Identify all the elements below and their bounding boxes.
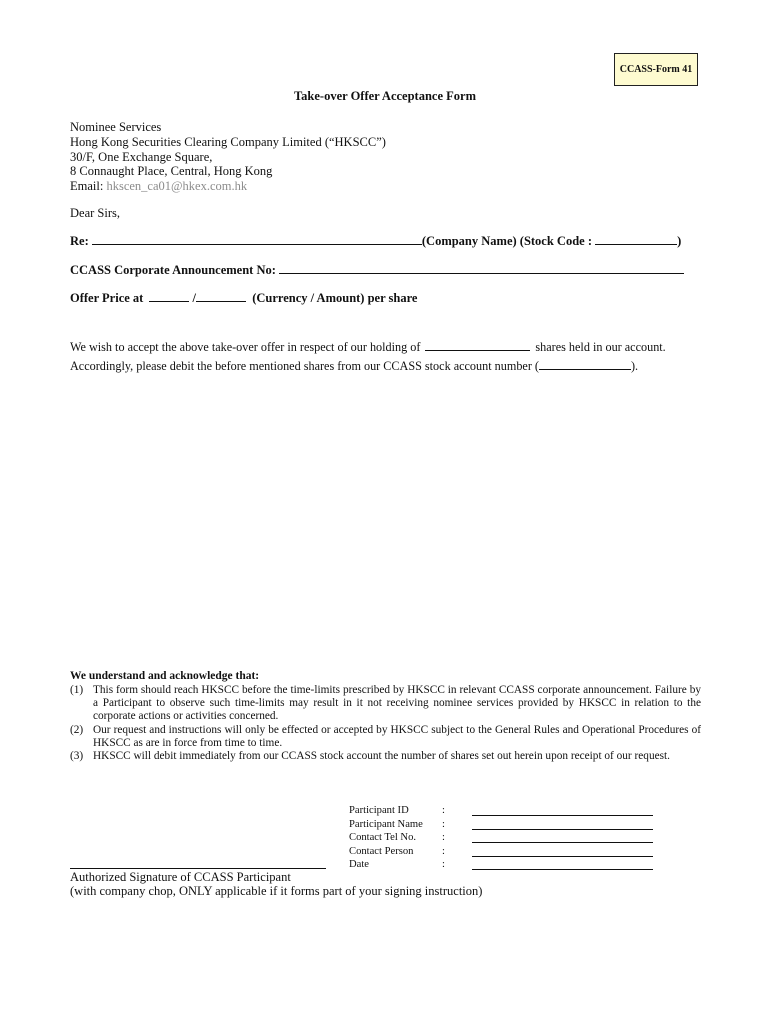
address-line: 8 Connaught Place, Central, Hong Kong	[70, 164, 273, 179]
colon: :	[442, 832, 445, 844]
salutation: Dear Sirs,	[70, 206, 120, 220]
holding-text: We wish to accept the above take-over offer in respect of our holding of	[70, 340, 421, 354]
address-line: Nominee Services	[70, 120, 162, 134]
form-number-badge: CCASS-Form 41	[614, 53, 698, 86]
offer-price-line	[70, 290, 417, 306]
offer-price-label: Offer Price at	[70, 291, 144, 305]
email-label: Email:	[70, 179, 104, 194]
re-line	[70, 233, 695, 249]
participant-name-label: Participant Name	[349, 818, 423, 830]
debit-text: Accordingly, please debit the before mentioned shares from our CCASS stock account number (	[70, 359, 539, 373]
form-title: Take-over Offer Acceptance Form	[293, 89, 476, 103]
contact-person-field[interactable]	[472, 845, 653, 857]
signature-line[interactable]	[70, 868, 326, 869]
date-field[interactable]	[472, 858, 653, 870]
item-number: (1)	[70, 684, 84, 696]
email-line	[70, 179, 386, 194]
contact-tel-row	[349, 831, 653, 845]
stock-code-field[interactable]	[595, 233, 677, 245]
announcement-line	[70, 262, 684, 278]
contact-person-label: Contact Person	[349, 845, 414, 857]
participant-name-field[interactable]	[472, 818, 653, 830]
email-link[interactable]: hkscen_ca01@hkex.com.hk	[106, 179, 248, 194]
re-close: )	[677, 234, 682, 248]
debit-sentence	[70, 358, 702, 374]
announcement-label: CCASS Corporate Announcement No:	[70, 263, 276, 277]
list-item	[70, 724, 701, 750]
list-item	[70, 750, 701, 763]
date-label: Date	[349, 859, 369, 871]
amount-field[interactable]	[196, 290, 246, 302]
recipient-address	[70, 120, 386, 194]
price-slash: /	[192, 291, 196, 305]
colon: :	[442, 845, 445, 857]
item-text: HKSCC will debit immediately from our CCASS stock account the number of shares set out herein upon receipt of our request.	[93, 750, 670, 763]
participant-id-label: Participant ID	[349, 805, 409, 816]
colon: :	[442, 805, 445, 816]
company-stock-label: (Company Name) (Stock Code :	[421, 234, 592, 248]
contact-person-row	[349, 845, 653, 859]
signature-label: Authorized Signature of CCASS Participant	[70, 870, 291, 884]
address-line: Hong Kong Securities Clearing Company Limited (“HKSCC”)	[70, 134, 386, 149]
offer-price-suffix: (Currency / Amount) per share	[252, 291, 418, 305]
contact-tel-field[interactable]	[472, 831, 653, 843]
acknowledge-list	[70, 684, 701, 763]
participant-name-row	[349, 818, 653, 832]
list-item	[70, 684, 701, 724]
currency-field[interactable]	[149, 290, 189, 302]
item-number: (2)	[70, 723, 84, 736]
debit-text-end: ).	[630, 359, 639, 373]
signature-note: (with company chop, ONLY applicable if it forms part of your signing instruction)	[70, 884, 483, 898]
stock-account-field[interactable]	[539, 358, 631, 370]
holding-text-end: shares held in our account.	[535, 340, 666, 354]
company-name-field[interactable]	[92, 233, 422, 245]
announcement-number-field[interactable]	[279, 262, 684, 274]
participant-id-field[interactable]	[472, 804, 653, 816]
shares-held-field[interactable]	[425, 339, 530, 351]
contact-tel-label: Contact Tel No.	[349, 832, 417, 844]
participant-id-row	[349, 804, 653, 818]
item-number: (3)	[70, 750, 84, 763]
holding-sentence	[70, 339, 702, 355]
address-line: 30/F, One Exchange Square,	[70, 149, 213, 164]
item-text: This form should reach HKSCC before the time-limits prescribed by HKSCC in relevant CCASS corporate announcement. Failure by a Participant to observe such time-limits may result in it not receiving nominee services provided by HKSCC in relation to the corporate actions or activities concerned.	[93, 684, 701, 723]
colon: :	[442, 859, 445, 871]
date-row	[349, 858, 653, 872]
item-text: Our request and instructions will only be effected or accepted by HKSCC subject to the General Rules and Operational Procedures of HKSCC as are in force from time to time.	[93, 723, 701, 749]
acknowledge-heading: We understand and acknowledge that:	[70, 670, 260, 682]
re-label: Re:	[70, 234, 89, 248]
participant-info	[349, 804, 653, 872]
colon: :	[442, 818, 445, 830]
